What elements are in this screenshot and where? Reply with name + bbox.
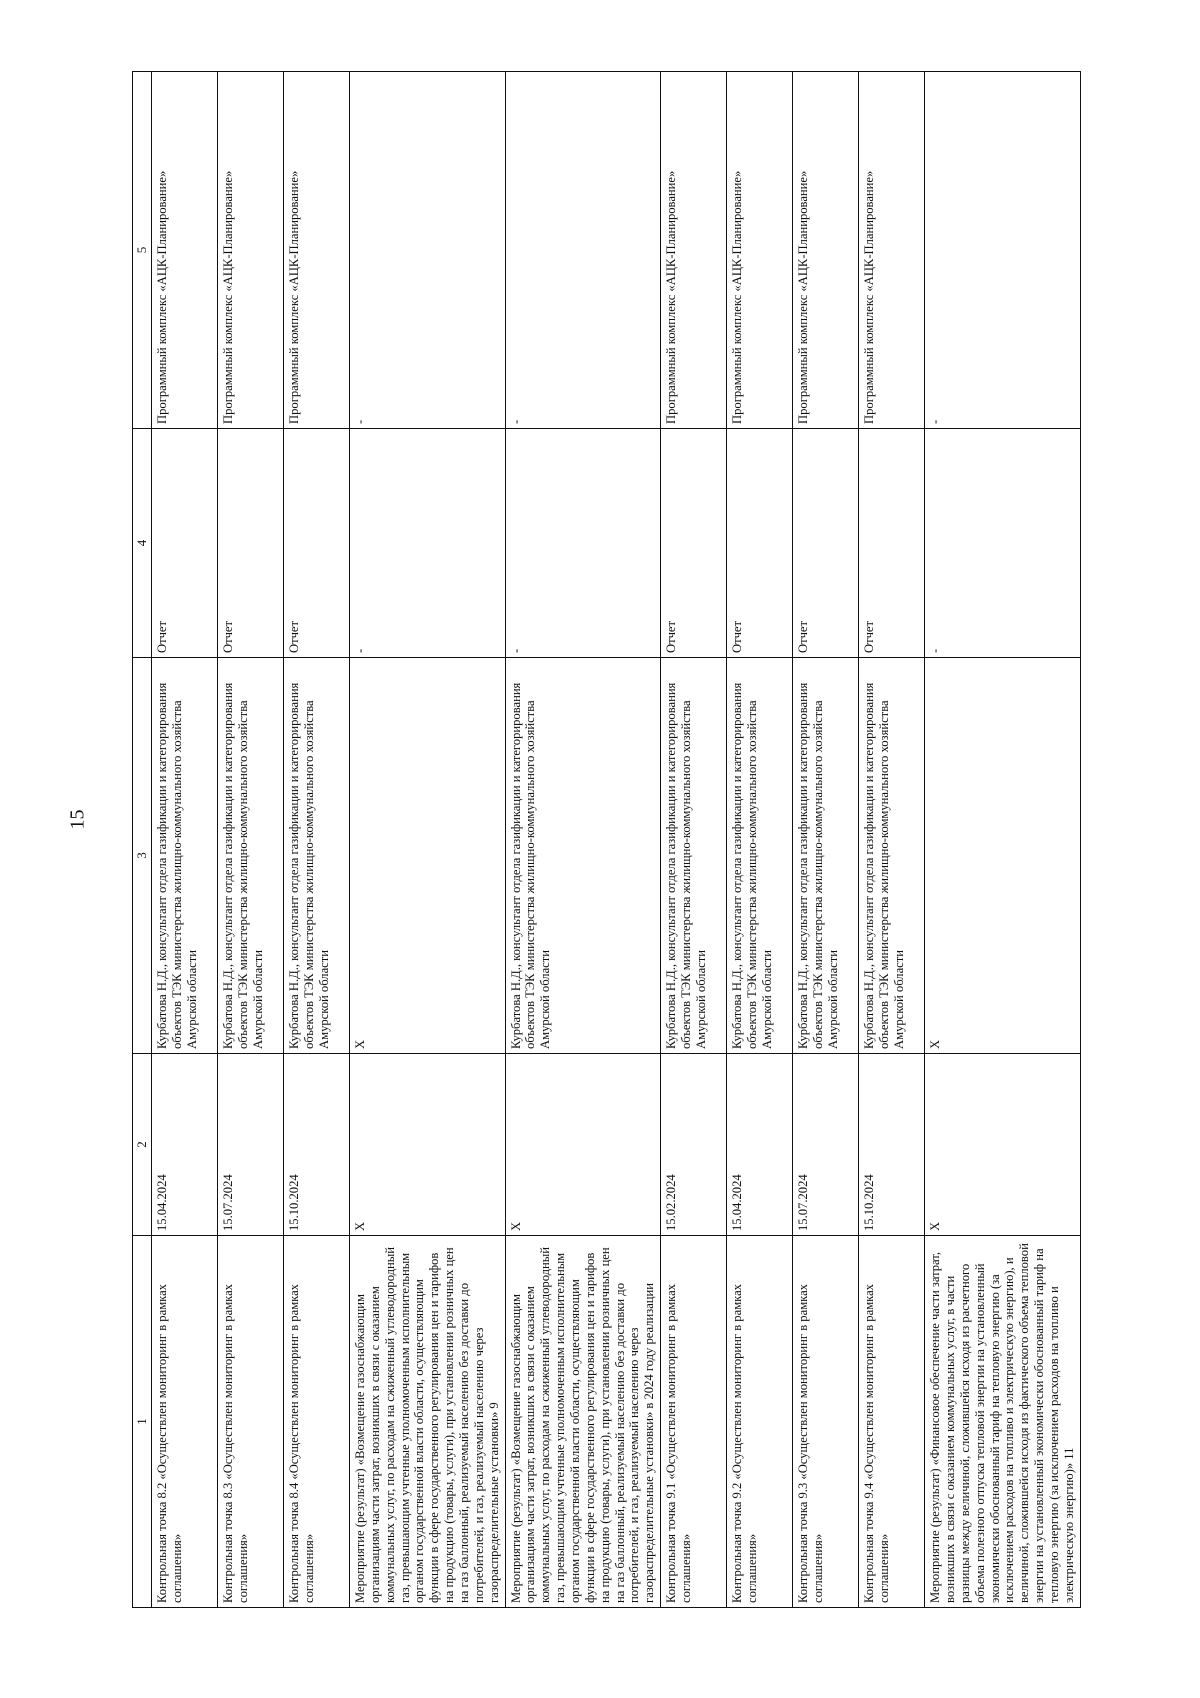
page-number: 15 [66, 809, 89, 830]
cell-document: Отчет [859, 429, 925, 658]
cell-event: Контрольная точка 8.4 «Осуществлен мониторинг в рамках соглашения» [284, 1236, 350, 1608]
cell-event: Контрольная точка 9.4 «Осуществлен мониторинг в рамках соглашения» [859, 1236, 925, 1608]
table-row [218, 72, 284, 1608]
cell-system: - [925, 72, 1081, 429]
cell-date: 15.07.2024 [218, 1054, 284, 1236]
table-row [152, 72, 218, 1608]
cell-date: 15.04.2024 [152, 1054, 218, 1236]
cell-document: - [505, 429, 661, 658]
table-row [727, 72, 793, 1608]
control-points-table [132, 71, 1081, 1608]
header-col-4: 4 [133, 429, 152, 658]
table-row [859, 72, 925, 1608]
cell-responsible: Курбатова Н.Д., консультант отдела газификации и категорирования объектов ТЭК министерства жилищно-коммунального хозяйства Амурской области [152, 658, 218, 1054]
cell-system: Программный комплекс «АЦК-Планирование» [284, 72, 350, 429]
cell-system: Программный комплекс «АЦК-Планирование» [859, 72, 925, 429]
cell-responsible: Курбатова Н.Д., консультант отдела газификации и категорирования объектов ТЭК министерства жилищно-коммунального хозяйства Амурской области [505, 658, 661, 1054]
cell-responsible: Курбатова Н.Д., консультант отдела газификации и категорирования объектов ТЭК министерства жилищно-коммунального хозяйства Амурской области [793, 658, 859, 1054]
cell-event: Мероприятие (результат) «Финансовое обеспечение части затрат, возникших в связи с оказанием коммунальных услуг, в части разницы между величиной, сложившейся исходя из расчетного объема полезного отпуска тепловой энергии на установленный экономически обоснованный тариф на тепловую энергию (за исключением расходов на топливо и электрическую энергию), и величиной, сложившейся исходя из фактического объема тепловой энергии на установленный экономически обоснованный тариф на тепловую энергию (за исключением расходов на топливо и электрическую энергию)» 11 [925, 1236, 1081, 1608]
table-row [350, 72, 506, 1608]
cell-system: Программный комплекс «АЦК-Планирование» [727, 72, 793, 429]
header-col-5: 5 [133, 72, 152, 429]
cell-system: Программный комплекс «АЦК-Планирование» [793, 72, 859, 429]
cell-document: Отчет [793, 429, 859, 658]
table-row [661, 72, 727, 1608]
cell-event: Контрольная точка 8.3 «Осуществлен мониторинг в рамках соглашения» [218, 1236, 284, 1608]
cell-event: Мероприятие (результат) «Возмещение газоснабжающим организациям части затрат, возникших в связи с оказанием коммунальных услуг, по расходам на сжиженный углеводородный газ, превышающим учтенные уполномоченным исполнительным органом государственной власти области, осуществляющим функции в сфере государственного регулирования цен и тарифов на продукцию (товары, услуги), при установлении розничных цен на газ баллонный, реализуемый населению без доставки до потребителей, и газ, реализуемый населению через газораспределительные установки» в 2024 году реализации [505, 1236, 661, 1608]
cell-document: Отчет [727, 429, 793, 658]
cell-document: Отчет [218, 429, 284, 658]
cell-date: X [350, 1054, 506, 1236]
header-col-2: 2 [133, 1054, 152, 1236]
cell-responsible: Курбатова Н.Д., консультант отдела газификации и категорирования объектов ТЭК министерства жилищно-коммунального хозяйства Амурской области [661, 658, 727, 1054]
cell-document: Отчет [152, 429, 218, 658]
cell-document: - [350, 429, 506, 658]
cell-system: - [505, 72, 661, 429]
cell-date: 15.02.2024 [661, 1054, 727, 1236]
header-col-1: 1 [133, 1236, 152, 1608]
cell-document: - [925, 429, 1081, 658]
cell-system: Программный комплекс «АЦК-Планирование» [152, 72, 218, 429]
table-row [925, 72, 1081, 1608]
cell-event: Контрольная точка 8.2 «Осуществлен мониторинг в рамках соглашения» [152, 1236, 218, 1608]
cell-event: Контрольная точка 9.3 «Осуществлен мониторинг в рамках соглашения» [793, 1236, 859, 1608]
header-col-3: 3 [133, 658, 152, 1054]
table-row [284, 72, 350, 1608]
cell-responsible: X [925, 658, 1081, 1054]
cell-responsible: Курбатова Н.Д., консультант отдела газификации и категорирования объектов ТЭК министерства жилищно-коммунального хозяйства Амурской области [859, 658, 925, 1054]
cell-responsible: Курбатова Н.Д., консультант отдела газификации и категорирования объектов ТЭК министерства жилищно-коммунального хозяйства Амурской области [727, 658, 793, 1054]
cell-system: - [350, 72, 506, 429]
cell-date: X [925, 1054, 1081, 1236]
table-header-row [133, 72, 152, 1608]
rotated-table-container [132, 72, 1076, 1608]
table-row [505, 72, 661, 1608]
cell-system: Программный комплекс «АЦК-Планирование» [661, 72, 727, 429]
cell-responsible: Курбатова Н.Д., консультант отдела газификации и категорирования объектов ТЭК министерства жилищно-коммунального хозяйства Амурской области [284, 658, 350, 1054]
cell-document: Отчет [661, 429, 727, 658]
cell-date: 15.10.2024 [859, 1054, 925, 1236]
cell-document: Отчет [284, 429, 350, 658]
cell-event: Контрольная точка 9.1 «Осуществлен мониторинг в рамках соглашения» [661, 1236, 727, 1608]
cell-system: Программный комплекс «АЦК-Планирование» [218, 72, 284, 429]
cell-event: Мероприятие (результат) «Возмещение газоснабжающим организациям части затрат, возникших в связи с оказанием коммунальных услуг, по расходам на сжиженный углеводородный газ, превышающим учтенные уполномоченным исполнительным органом государственной власти области, осуществляющим функции в сфере государственного регулирования цен и тарифов на продукцию (товары, услуги), при установлении розничных цен на газ баллонный, реализуемый населению без доставки до потребителей, и газ, реализуемый населению через газораспределительные установки» 9 [350, 1236, 506, 1608]
cell-date: 15.10.2024 [284, 1054, 350, 1236]
cell-event: Контрольная точка 9.2 «Осуществлен мониторинг в рамках соглашения» [727, 1236, 793, 1608]
cell-responsible: Курбатова Н.Д., консультант отдела газификации и категорирования объектов ТЭК министерства жилищно-коммунального хозяйства Амурской области [218, 658, 284, 1054]
cell-date: 15.07.2024 [793, 1054, 859, 1236]
cell-date: X [505, 1054, 661, 1236]
cell-responsible: X [350, 658, 506, 1054]
cell-date: 15.04.2024 [727, 1054, 793, 1236]
table-row [793, 72, 859, 1608]
